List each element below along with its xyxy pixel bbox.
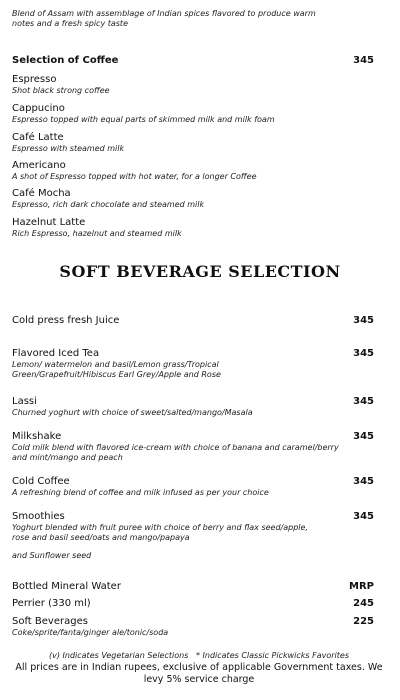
item-price: 345 bbox=[353, 476, 374, 487]
top-description: Blend of Assam with assemblage of Indian spices flavored to produce warm notes and a fresh spicy taste bbox=[12, 9, 316, 28]
item-price: 345 bbox=[353, 431, 374, 442]
item-name: Milkshake bbox=[12, 431, 62, 442]
item-price: MRP bbox=[349, 581, 374, 592]
item-desc: Churned yoghurt with choice of sweet/salted/mango/Masala bbox=[12, 408, 253, 417]
item-name: Lassi bbox=[12, 396, 37, 407]
coffee-item bbox=[12, 216, 376, 239]
coffee-heading-row bbox=[12, 54, 376, 67]
coffee-heading: Selection of Coffee bbox=[12, 55, 119, 66]
soft-beverage-title: SOFT BEVERAGE SELECTION bbox=[59, 262, 341, 281]
soft-item bbox=[12, 475, 376, 498]
water-item bbox=[12, 580, 376, 593]
item-desc: A shot of Espresso topped with hot water, for a longer Coffee bbox=[12, 172, 257, 181]
item-name: Smoothies bbox=[12, 511, 65, 522]
item-price: 345 bbox=[353, 315, 374, 326]
item-desc: Coke/sprite/fanta/ginger ale/tonic/soda bbox=[12, 628, 169, 637]
item-name: Cold Coffee bbox=[12, 476, 70, 487]
item-name: Bottled Mineral Water bbox=[12, 581, 121, 592]
item-price: 345 bbox=[353, 396, 374, 407]
coffee-item bbox=[12, 102, 376, 125]
item-price: 345 bbox=[353, 348, 374, 359]
item-desc: Shot black strong coffee bbox=[12, 86, 110, 95]
item-name: Espresso bbox=[12, 74, 57, 85]
item-name: Cappucino bbox=[12, 103, 65, 114]
item-name: Soft Beverages bbox=[12, 616, 88, 627]
item-price: 245 bbox=[353, 598, 374, 609]
water-item bbox=[12, 597, 376, 610]
soft-item bbox=[12, 430, 376, 463]
soft-item bbox=[12, 395, 376, 418]
coffee-item bbox=[12, 73, 376, 96]
item-desc: Yoghurt blended with fruit puree with choice of berry and flax seed/apple, rose and basil seed/oats and mango/papaya bbox=[12, 523, 308, 542]
soft-item bbox=[12, 347, 376, 380]
item-desc: Espresso with steamed milk bbox=[12, 144, 125, 153]
item-desc: Espresso, rich dark chocolate and steamed milk bbox=[12, 200, 205, 209]
coffee-price: 345 bbox=[353, 55, 374, 66]
footer-note: All prices are in Indian rupees, exclusive of applicable Government taxes. We levy 5% service charge bbox=[15, 662, 383, 685]
item-name: Americano bbox=[12, 160, 66, 171]
item-desc: Rich Espresso, hazelnut and steamed milk bbox=[12, 229, 182, 238]
footer-legend: (v) Indicates Vegetarian Selections * Indicates Classic Pickwicks Favorites bbox=[49, 651, 349, 660]
coffee-item bbox=[12, 159, 376, 182]
item-name: Flavored Iced Tea bbox=[12, 348, 100, 359]
item-name: Café Mocha bbox=[12, 188, 71, 199]
item-desc-extra: and Sunflower seed bbox=[12, 551, 92, 560]
item-name: Cold press fresh Juice bbox=[12, 315, 120, 326]
item-desc: Cold milk blend with flavored ice-cream with choice of banana and caramel/berry and mint/mango and peach bbox=[12, 443, 339, 462]
item-name: Hazelnut Latte bbox=[12, 217, 86, 228]
item-name: Café Latte bbox=[12, 132, 64, 143]
item-price: 225 bbox=[353, 616, 374, 627]
item-desc: Espresso topped with equal parts of skimmed milk and milk foam bbox=[12, 115, 275, 124]
item-desc: A refreshing blend of coffee and milk infused as per your choice bbox=[12, 488, 269, 497]
coffee-item bbox=[12, 131, 376, 154]
soft-item bbox=[12, 510, 376, 561]
item-desc: Lemon/ watermelon and basil/Lemon grass/Tropical Green/Grapefruit/Hibiscus Earl Grey/Apple and Rose bbox=[12, 360, 221, 379]
soft-beverages-item bbox=[12, 615, 376, 638]
item-name: Perrier (330 ml) bbox=[12, 598, 91, 609]
coffee-item bbox=[12, 187, 376, 210]
soft-item bbox=[12, 314, 376, 327]
item-price: 345 bbox=[353, 511, 374, 522]
